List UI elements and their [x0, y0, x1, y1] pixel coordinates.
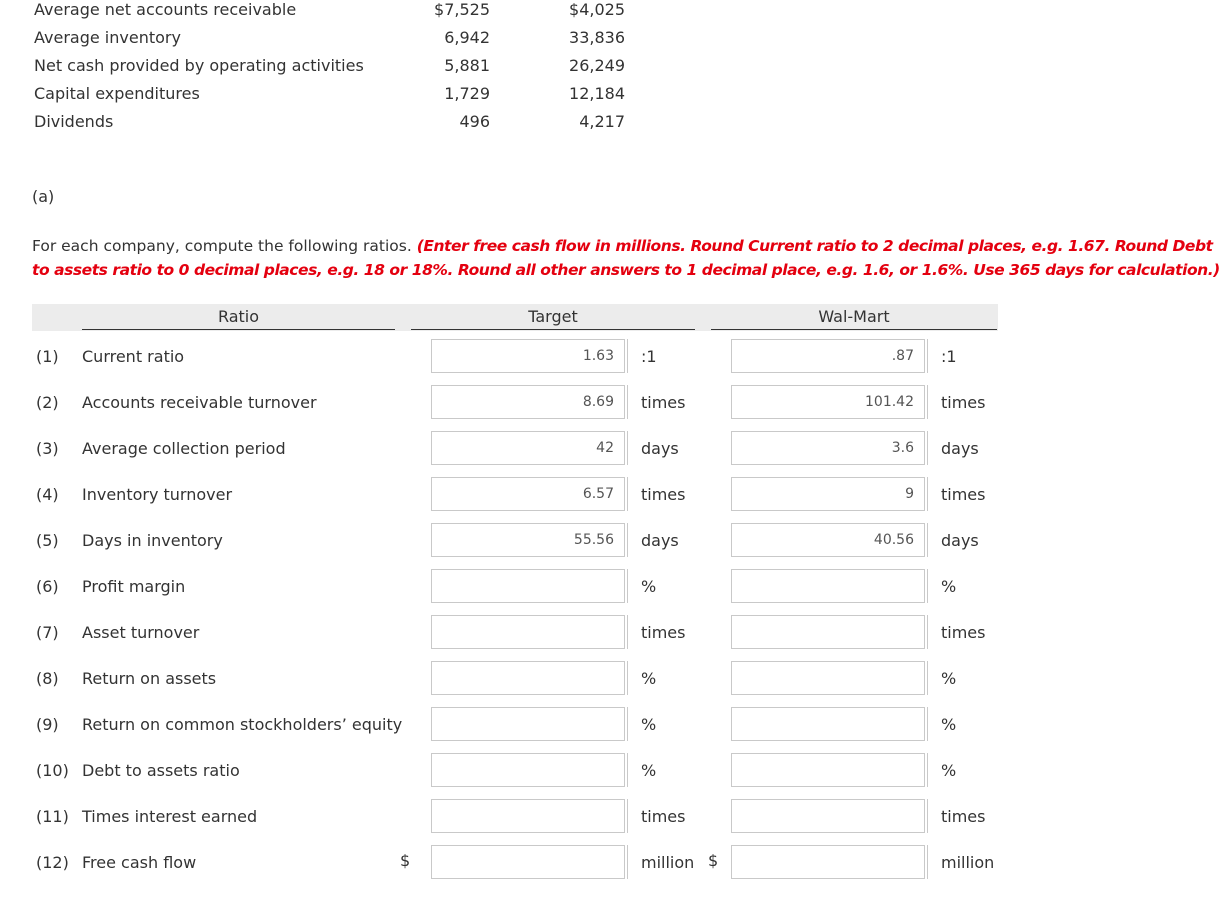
target-unit-label: times — [641, 485, 686, 504]
target-answer-input[interactable] — [431, 753, 625, 787]
target-value: $7,525 — [434, 0, 490, 19]
target-unit-divider — [627, 569, 628, 603]
instructions-plain: For each company, compute the following ratios. — [32, 237, 417, 255]
ratio-label: Inventory turnover — [82, 485, 233, 504]
ratio-index: (1) — [36, 347, 59, 366]
ratio-index: (8) — [36, 669, 59, 688]
target-unit-label: times — [641, 393, 686, 412]
target-unit-label: % — [641, 577, 657, 596]
walmart-value: 4,217 — [579, 112, 625, 131]
target-answer-input[interactable]: 6.57 — [431, 477, 625, 511]
target-unit-label: % — [641, 715, 657, 734]
walmart-answer-input[interactable]: 3.6 — [731, 431, 925, 465]
target-value: 6,942 — [444, 28, 490, 47]
walmart-unit-divider — [927, 569, 928, 603]
ratio-index: (5) — [36, 531, 59, 550]
target-answer-input[interactable]: 42 — [431, 431, 625, 465]
row-label: Net cash provided by operating activities — [34, 56, 364, 75]
walmart-value: 26,249 — [569, 56, 625, 75]
walmart-unit-label: times — [941, 623, 986, 642]
ratio-index: (12) — [36, 853, 69, 872]
walmart-unit-divider — [927, 753, 928, 787]
target-unit-divider — [627, 615, 628, 649]
target-answer-input[interactable] — [431, 799, 625, 833]
ratio-label: Days in inventory — [82, 531, 223, 550]
walmart-answer-input[interactable]: 9 — [731, 477, 925, 511]
part-label: (a) — [32, 187, 55, 206]
ratio-label: Current ratio — [82, 347, 185, 366]
target-value: 496 — [459, 112, 490, 131]
ratio-label: Times interest earned — [82, 807, 258, 826]
ratio-label: Debt to assets ratio — [82, 761, 240, 780]
walmart-unit-label: :1 — [941, 347, 957, 366]
row-label: Capital expenditures — [34, 84, 200, 103]
walmart-value: 12,184 — [569, 84, 625, 103]
row-label: Dividends — [34, 112, 114, 131]
target-answer-input[interactable]: 1.63 — [431, 339, 625, 373]
walmart-answer-input[interactable]: .87 — [731, 339, 925, 373]
target-unit-divider — [627, 477, 628, 511]
walmart-answer-input[interactable] — [731, 661, 925, 695]
target-value: 5,881 — [444, 56, 490, 75]
target-unit-divider — [627, 845, 628, 879]
ratio-index: (4) — [36, 485, 59, 504]
target-unit-divider — [627, 523, 628, 557]
walmart-unit-label: days — [941, 531, 979, 550]
walmart-answer-input[interactable] — [731, 569, 925, 603]
target-unit-label: times — [641, 807, 686, 826]
walmart-answer-input[interactable]: 40.56 — [731, 523, 925, 557]
target-answer-input[interactable] — [431, 615, 625, 649]
walmart-unit-label: times — [941, 393, 986, 412]
target-unit-label: % — [641, 669, 657, 688]
target-dollar-prefix: $ — [400, 851, 411, 870]
walmart-unit-label: % — [941, 669, 957, 688]
target-unit-divider — [627, 431, 628, 465]
walmart-unit-divider — [927, 523, 928, 557]
walmart-answer-input[interactable]: 101.42 — [731, 385, 925, 419]
walmart-unit-divider — [927, 385, 928, 419]
ratio-index: (6) — [36, 577, 59, 596]
target-value: 1,729 — [444, 84, 490, 103]
walmart-unit-divider — [927, 339, 928, 373]
target-answer-input[interactable] — [431, 845, 625, 879]
target-unit-label: days — [641, 531, 679, 550]
target-answer-input[interactable] — [431, 569, 625, 603]
header-walmart: Wal-Mart — [711, 306, 997, 330]
ratio-label: Accounts receivable turnover — [82, 393, 317, 412]
ratio-label: Asset turnover — [82, 623, 200, 642]
instructions — [32, 234, 1223, 282]
target-unit-label: times — [641, 623, 686, 642]
target-unit-divider — [627, 753, 628, 787]
ratio-index: (2) — [36, 393, 59, 412]
walmart-answer-input[interactable] — [731, 615, 925, 649]
walmart-unit-divider — [927, 661, 928, 695]
ratio-index: (10) — [36, 761, 69, 780]
walmart-unit-divider — [927, 477, 928, 511]
ratio-label: Return on assets — [82, 669, 217, 688]
target-unit-label: :1 — [641, 347, 657, 366]
row-label: Average net accounts receivable — [34, 0, 297, 19]
walmart-unit-divider — [927, 799, 928, 833]
target-unit-divider — [627, 799, 628, 833]
walmart-unit-label: days — [941, 439, 979, 458]
walmart-value: 33,836 — [569, 28, 625, 47]
ratio-index: (9) — [36, 715, 59, 734]
walmart-dollar-prefix: $ — [708, 851, 719, 870]
ratio-index: (3) — [36, 439, 59, 458]
walmart-answer-input[interactable] — [731, 845, 925, 879]
target-unit-label: million — [641, 853, 695, 872]
ratio-index: (11) — [36, 807, 69, 826]
walmart-unit-label: % — [941, 715, 957, 734]
target-unit-label: days — [641, 439, 679, 458]
ratio-label: Profit margin — [82, 577, 186, 596]
walmart-unit-label: % — [941, 761, 957, 780]
walmart-answer-input[interactable] — [731, 799, 925, 833]
walmart-unit-divider — [927, 431, 928, 465]
ratio-index: (7) — [36, 623, 59, 642]
target-unit-divider — [627, 339, 628, 373]
walmart-unit-label: % — [941, 577, 957, 596]
target-answer-input[interactable] — [431, 661, 625, 695]
walmart-unit-label: times — [941, 485, 986, 504]
target-unit-divider — [627, 661, 628, 695]
target-unit-divider — [627, 707, 628, 741]
walmart-answer-input[interactable] — [731, 707, 925, 741]
instructions-red: (Enter free cash flow in millions. Round Current ratio to 2 decimal places, e.g. 1.67. Round Debt to assets ratio to 0 decimal places, e.g. 18 or 18%. Round all other answers to 1 decimal place, e.g. 1.6, or 1.6%. Use 365 days for calculation.) — [32, 237, 1220, 279]
walmart-unit-divider — [927, 845, 928, 879]
walmart-answer-input[interactable] — [731, 753, 925, 787]
walmart-value: $4,025 — [569, 0, 625, 19]
target-answer-input[interactable] — [431, 707, 625, 741]
target-answer-input[interactable]: 55.56 — [431, 523, 625, 557]
target-answer-input[interactable]: 8.69 — [431, 385, 625, 419]
ratio-label: Free cash flow — [82, 853, 197, 872]
ratio-label: Average collection period — [82, 439, 286, 458]
walmart-unit-label: times — [941, 807, 986, 826]
header-ratio: Ratio — [82, 306, 395, 330]
header-target: Target — [411, 306, 695, 330]
walmart-unit-label: million — [941, 853, 995, 872]
walmart-unit-divider — [927, 707, 928, 741]
walmart-unit-divider — [927, 615, 928, 649]
ratio-label: Return on common stockholders’ equity — [82, 715, 403, 734]
target-unit-label: % — [641, 761, 657, 780]
target-unit-divider — [627, 385, 628, 419]
row-label: Average inventory — [34, 28, 181, 47]
